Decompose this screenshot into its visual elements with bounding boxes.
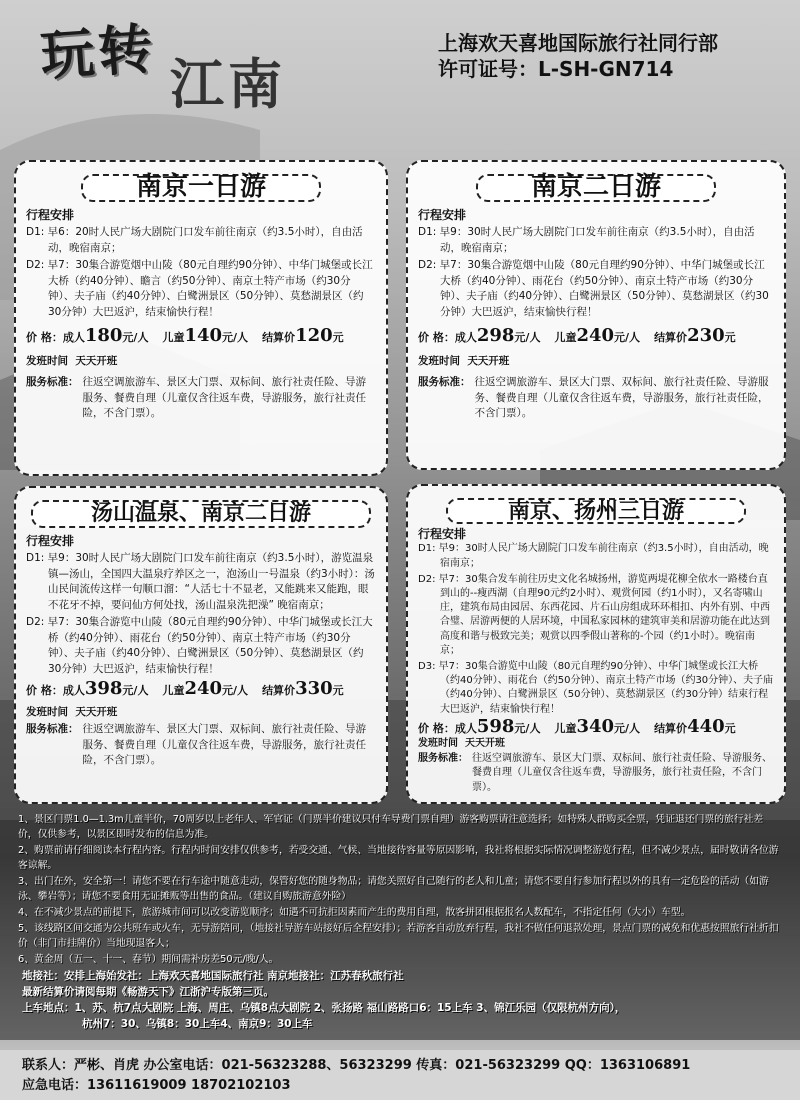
- price-row: [418, 325, 774, 346]
- settle-label: 结算价: [262, 331, 296, 344]
- boarding-points: 上车地点：1、苏、杭7点大剧院 上海、周庄、乌镇8点大剧院 2、张扬路 福山路路口6：15上车 3、锦江乐园（仅限杭州方向），: [22, 1002, 626, 1014]
- adult-unit: 元/人: [122, 684, 149, 697]
- settle-price: 330: [295, 678, 333, 699]
- schedule-line: [418, 354, 774, 370]
- settle-unit: 元: [332, 684, 344, 697]
- child-unit: 元/人: [222, 331, 249, 344]
- itinerary-day: D1: 早9：30时人民广场大剧院门口发车前往南京（约3.5小时），游览温泉镇—汤山，全国四大温泉疗养区之一，泡汤山一号温泉（约3小时）：汤山民间流传这样一句顺口溜：“人活七十不显老，又能跳来又能跑，眼不花牙不掉，要问仙方何处找，汤山温泉洗把澡” 晚宿南京；: [26, 552, 375, 611]
- settle-label: 结算价: [262, 684, 296, 697]
- schedule-value: 天天开班: [467, 354, 510, 367]
- itinerary-day: D1: 早9：30时人民广场大剧院门口发车前往南京（约3.5小时），自由活动，晚宿南京；: [418, 226, 755, 254]
- adult-price: 180: [84, 325, 123, 346]
- child-unit: 元/人: [222, 684, 249, 697]
- schedule-label: 发班时间: [418, 354, 460, 367]
- itinerary-day: D3: 早7：30集合游览中山陵（80元自理约90分钟）、中华门城堡或长江大桥（约40分钟）、雨花台（约50分钟）、南京土特产市场（约30分钟）、夫子庙（约40分钟）、白鹭洲景区（50分钟）、莫愁湖景区（约30分钟）结束行程大巴返沪，结束愉快行程！: [418, 661, 774, 715]
- settle-unit: 元: [332, 331, 344, 344]
- child-unit: 元/人: [614, 721, 641, 735]
- price-row: [418, 715, 774, 737]
- adult-unit: 元/人: [122, 331, 149, 344]
- section-heading: 行程安排: [26, 533, 75, 548]
- itinerary-day: D2: 早7：30集合发车前往历史文化名城扬州，游览两堤花柳全依水一路楼台直到山的--瘦西湖（自理90元约2小时）、观赏何园（约1小时），又名寄啸山庄，建筑布局由园居、东西花园、片石山房组成环环相扣、内外有别、中西合璧、居游两便的人居环境，中国私家园林的建筑审美和居游功能在此达到高度和谐与极致完美；观赏以四季假山著称的-个园（约1小时）。晚宿南京；: [418, 573, 770, 656]
- service-standard: [418, 375, 774, 422]
- itinerary-day: D2: 早7：30集合游览烟中山陵（80元自理约90分钟）、中华门城堡或长江大桥（约40分钟）、瞻言（约50分钟）、南京土特产市场（约30分钟）、夫子庙（约40分钟）、白鹭洲景区（50分钟）、莫愁湖景区（约30分钟）大巴返沪，结束愉快行程！: [26, 259, 373, 318]
- agency-block: [438, 30, 718, 82]
- section-heading: 行程安排: [418, 527, 467, 542]
- hero-subtitle: 江南: [170, 52, 286, 116]
- service-text: 往返空调旅游车、景区大门票、双标间、旅行社责任险、导游服务、餐费自理（儿童仅含往返车费，导游服务，旅行社责任险，不含门票）。: [82, 376, 366, 419]
- settle-price: 120: [295, 325, 333, 346]
- price-label: 价 格：: [26, 331, 63, 344]
- adult-label: 成人: [454, 721, 477, 735]
- note-item: 2、购票前请仔细阅读本行程内容。行程内时间安排仅供参考，若受交通、气候、当地接待容量等原因影响，我社将根据实际情况调整游览行程，但不减少景点，届时敬请各位游客谅解。: [18, 845, 779, 871]
- note-item: 3、出门在外，安全第一！请您不要在行车途中随意走动，保管好您的随身物品；请您关照好自己随行的老人和儿童；请您不要自行参加行程以外的具有一定危险的活动（如游泳、攀岩等）；请您不要食用无证摊贩等出售的食品。（建议自购旅游意外险）: [18, 876, 769, 902]
- child-label: 儿童: [162, 684, 185, 697]
- schedule-label: 发班时间: [26, 354, 68, 367]
- service-label: 服务标准：: [26, 376, 79, 388]
- schedule-value: 天天开班: [75, 354, 118, 367]
- note-item: 6、黄金周（五一、十一、春节）期间需补房差50元/晚/人。: [18, 954, 279, 965]
- tour-card-nanjing-1day: [14, 160, 388, 476]
- tour-title: 南京、扬州三日游: [446, 498, 746, 524]
- settle-label: 结算价: [654, 331, 688, 344]
- tour-card-tangshan-nanjing-2day: [14, 486, 388, 804]
- service-standard: [26, 375, 376, 422]
- price-row: [26, 325, 376, 346]
- adult-unit: 元/人: [514, 721, 541, 735]
- service-label: 服务标准：: [418, 753, 468, 765]
- settle-price: 230: [687, 325, 725, 346]
- itinerary-day: D1: 早6：20时人民广场大剧院门口发车前往南京（约3.5小时），自由活动，晚宿南京；: [26, 226, 363, 254]
- boarding-points-cont: 杭州7：30、乌镇8：30上车4、南京9：30上车: [82, 1018, 313, 1030]
- schedule-line: [26, 354, 376, 370]
- settle-label: 结算价: [654, 721, 688, 735]
- child-label: 儿童: [554, 721, 577, 735]
- tour-title: 南京二日游: [476, 174, 716, 202]
- settle-unit: 元: [724, 721, 736, 735]
- child-label: 儿童: [162, 331, 185, 344]
- schedule-line: [418, 737, 774, 751]
- agency-name: 上海欢天喜地国际旅行社同行部: [438, 31, 718, 55]
- child-price: 340: [576, 715, 615, 737]
- contact-line: 联系人：严彬、肖虎 办公室电话：021-56323288、56323299 传真：021-56323299 QQ：1363106891: [22, 1058, 691, 1073]
- itinerary-day: D1: 早9：30时人民广场大剧院门口发车前往南京（约3.5小时），自由活动，晚宿南京；: [418, 543, 769, 569]
- contact-footer: [0, 1050, 800, 1100]
- service-standard: [418, 752, 774, 795]
- note-item: 5、该线路区间交通为公共班车或火车，无导游陪同，（地接社导游车站接好后全程安排）；若游客自动放弃行程，我社不做任何退款处理，景点门票的减免和优惠按照旅行社折扣价（非门市挂牌价）当地现退客人；: [18, 923, 779, 949]
- notes-list: [18, 812, 782, 968]
- note-item: 1、景区门票1.0—1.3m儿童半价，70周岁以上老年人、军官证（门票半价建议只付车导费门票自理）游客购票请注意选择；如特殊人群购买全票，凭证退还门票的旅行社差价，仅供参考，以景区即时发布的信息为准。: [18, 814, 764, 840]
- emergency-phone: 应急电话：13611619009 18702102103: [22, 1078, 291, 1093]
- settle-unit: 元: [724, 331, 736, 344]
- adult-unit: 元/人: [514, 331, 541, 344]
- schedule-label: 发班时间: [418, 738, 458, 750]
- price-label: 价 格：: [418, 721, 455, 735]
- price-label: 价 格：: [418, 331, 455, 344]
- adult-price: 398: [84, 678, 123, 699]
- itinerary-day: D2: 早7：30集合游览中山陵（80元自理约90分钟）、中华门城堡或长江大桥（约40分钟）、雨花台（约50分钟）、南京土特产市场（约30分钟）、夫子庙（约40分钟）、白鹭洲景区（50分钟）、莫愁湖景区（约30分钟）大巴返沪，结束愉快行程！: [26, 616, 373, 675]
- departure-info: [22, 968, 782, 1032]
- tour-title: 南京一日游: [81, 174, 321, 202]
- agency-license: 许可证号：L-SH-GN714: [438, 57, 674, 81]
- child-price: 240: [576, 325, 615, 346]
- tour-title: 汤山温泉、南京二日游: [31, 500, 371, 528]
- settle-price: 440: [687, 715, 725, 737]
- schedule-value: 天天开班: [464, 738, 505, 750]
- price-label: 价 格：: [26, 684, 63, 697]
- schedule-line: [26, 705, 376, 721]
- hero-title: 玩转: [38, 16, 159, 88]
- adult-price: 298: [476, 325, 515, 346]
- service-label: 服务标准：: [418, 376, 471, 388]
- service-text: 往返空调旅游车、景区大门票、双标间、旅行社责任险、导游服务、餐费自理（儿童仅含往返车费，导游服务，旅行社责任险，不含门票）。: [474, 376, 769, 419]
- service-label: 服务标准：: [26, 723, 79, 735]
- tour-card-nanjing-yangzhou-3day: [406, 484, 786, 804]
- ground-agency-line: 地接社：安排上海始发社：上海欢天喜地国际旅行社 南京地接社：江苏春秋旅行社: [22, 970, 404, 982]
- child-price: 240: [184, 678, 223, 699]
- section-heading: 行程安排: [418, 207, 467, 222]
- tour-card-nanjing-2day: [406, 160, 786, 470]
- adult-price: 598: [476, 715, 515, 737]
- section-heading: 行程安排: [26, 207, 75, 222]
- child-price: 140: [184, 325, 223, 346]
- note-item: 4、在不减少景点的前提下，旅游城市间可以改变游览顺序；如遇不可抗拒因素而产生的费用自理，散客拼团根据报名人数配车，不指定任何（大小）车型。: [18, 907, 691, 918]
- settlement-note: 最新结算价请阅每期《畅游天下》江浙沪专版第三页。: [22, 986, 274, 998]
- adult-label: 成人: [62, 331, 85, 344]
- adult-label: 成人: [62, 684, 85, 697]
- price-row: [26, 678, 376, 699]
- service-text: 往返空调旅游车、景区大门票、双标间、旅行社责任险、导游服务、餐费自理（儿童仅含往返车费，导游服务，旅行社责任险，不含门票）。: [472, 753, 772, 793]
- adult-label: 成人: [454, 331, 477, 344]
- service-standard: [26, 722, 376, 769]
- child-label: 儿童: [554, 331, 577, 344]
- schedule-value: 天天开班: [75, 705, 118, 718]
- service-text: 往返空调旅游车、景区大门票、双标间、旅行社责任险、导游服务、餐费自理（儿童仅含往返车费，导游服务，旅行社责任险，不含门票）。: [82, 723, 366, 766]
- schedule-label: 发班时间: [26, 705, 68, 718]
- itinerary-day: D2: 早7：30集合游览烟中山陵（80元自理约90分钟）、中华门城堡或长江大桥（约40分钟）、雨花台（约50分钟）、南京土特产市场（约30分钟）、夫子庙（约40分钟）、白鹭洲景区（50分钟）、莫愁湖景区（约30分钟）大巴返沪，结束愉快行程！: [418, 259, 769, 318]
- child-unit: 元/人: [614, 331, 641, 344]
